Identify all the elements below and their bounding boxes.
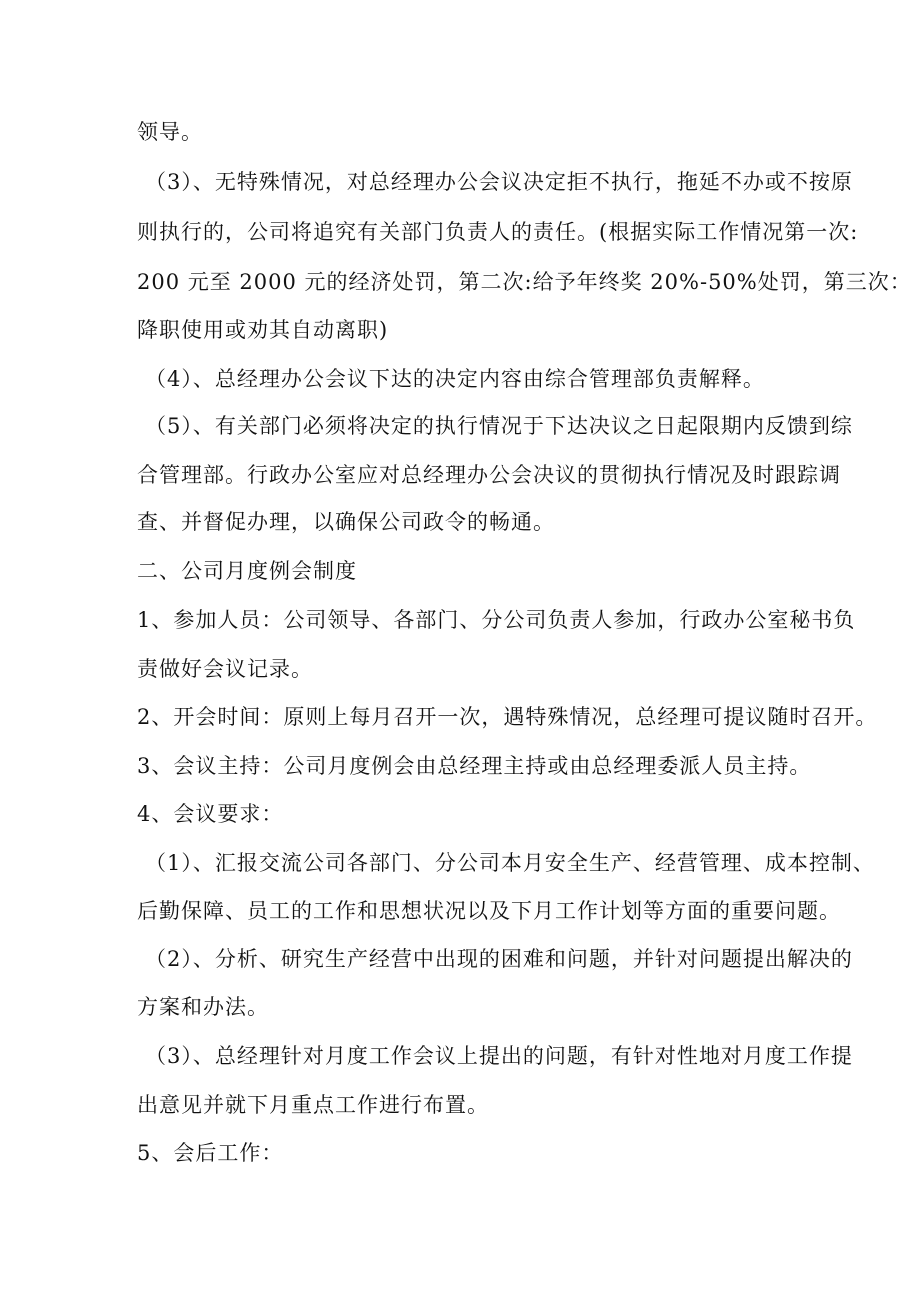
text-line: 降职使用或劝其自动离职) <box>137 318 389 342</box>
text-line: 5、会后工作： <box>137 1141 284 1165</box>
text-line: 责做好会议记录。 <box>137 657 313 681</box>
text-line: （2）、分析、研究生产经营中出现的困难和问题，并针对问题提出解决的 <box>145 947 853 971</box>
text-line: 3、会议主持：公司月度例会由总经理主持或由总经理委派人员主持。 <box>137 754 812 778</box>
text-line: （5）、有关部门必须将决定的执行情况于下达决议之日起限期内反馈到综 <box>145 414 853 438</box>
text-line: 200 元至 2000 元的经济处罚，第二次:给予年终奖 20%-50%处罚，第三次： <box>137 270 912 294</box>
text-line: 领导。 <box>137 120 203 144</box>
text-line: （4）、总经理办公会议下达的决定内容由综合管理部负责解释。 <box>145 367 765 391</box>
section-heading: 二、公司月度例会制度 <box>137 559 357 583</box>
text-line: 2、开会时间：原则上每月召开一次，遇特殊情况，总经理可提议随时召开。 <box>137 705 878 729</box>
text-line: 合管理部。行政办公室应对总经理办公会决议的贯彻执行情况及时跟踪调 <box>137 463 841 487</box>
text-line: 则执行的，公司将追究有关部门负责人的责任。(根据实际工作情况第一次: <box>137 220 859 244</box>
text-line: 后勤保障、员工的工作和思想状况以及下月工作计划等方面的重要问题。 <box>137 899 841 923</box>
text-line: （3）、总经理针对月度工作会议上提出的问题，有针对性地对月度工作提 <box>145 1044 853 1068</box>
text-line: 4、会议要求： <box>137 802 284 826</box>
text-line: 出意见并就下月重点工作进行布置。 <box>137 1093 489 1117</box>
text-line: 查、并督促办理，以确保公司政令的畅通。 <box>137 510 555 534</box>
text-line: 1、参加人员：公司领导、各部门、分公司负责人参加，行政办公室秘书负 <box>137 608 856 632</box>
text-line: （1）、汇报交流公司各部门、分公司本月安全生产、经营管理、成本控制、 <box>145 851 875 875</box>
text-line: 方案和办法。 <box>137 995 269 1019</box>
text-line: （3）、无特殊情况，对总经理办公会议决定拒不执行，拖延不办或不按原 <box>145 170 853 194</box>
